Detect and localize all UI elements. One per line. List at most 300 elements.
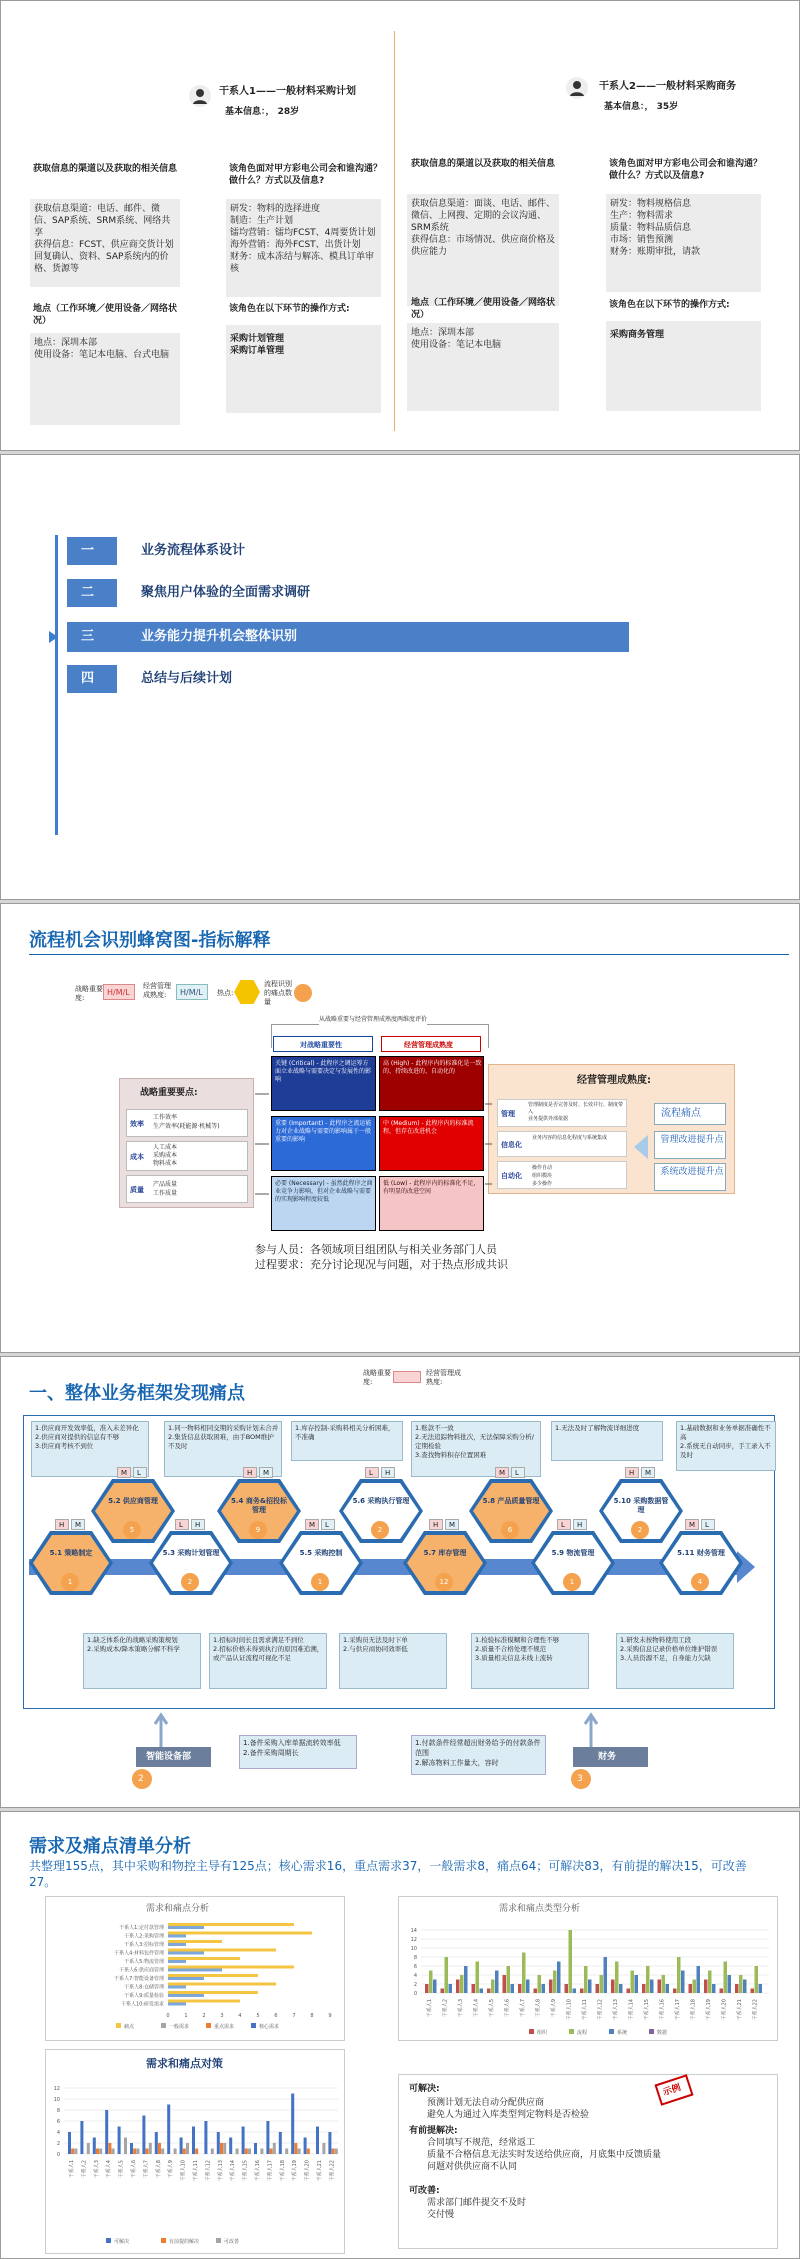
row-value: 业务内容的信息化程度与系统集成 bbox=[532, 1135, 608, 1141]
legend-box bbox=[103, 984, 135, 1000]
agenda-num: 四 bbox=[81, 671, 95, 686]
bar bbox=[270, 2149, 273, 2155]
painpoint-note bbox=[551, 1421, 663, 1461]
note-text: 1.库存控制-采购料相关分析困难，不准确 bbox=[295, 1424, 395, 1441]
maturity-panel bbox=[488, 1064, 735, 1194]
rating-badge bbox=[321, 1519, 335, 1530]
badge-text: L bbox=[137, 1469, 141, 1477]
rating-badge bbox=[701, 1519, 715, 1530]
x-tick-label: 干系人1 bbox=[69, 2160, 75, 2179]
process-label: 5.5 采购控制 bbox=[299, 1549, 343, 1557]
bar bbox=[697, 1966, 701, 1993]
panel-row bbox=[126, 1175, 248, 1203]
slide-title: 流程机会识别蜂窝图-指标解释 bbox=[29, 930, 271, 951]
bar bbox=[168, 1983, 276, 1986]
answer-text: 地点：深圳本部 使用设备：笔记本电脑、台式电脑 bbox=[34, 338, 170, 360]
process-label: 5.6 采购执行管理 bbox=[352, 1497, 410, 1505]
count-num: 1 bbox=[67, 1578, 73, 1586]
answer-text: 采购商务管理 bbox=[610, 330, 665, 340]
stakeholder-name: 干系人2——一般材料采购商务 bbox=[599, 81, 736, 92]
x-tick-label: 干系人21 bbox=[317, 2160, 323, 2182]
legend-label: 有前提的解决 bbox=[169, 2239, 200, 2245]
bar bbox=[704, 1980, 708, 1994]
legend-label: 重点需求 bbox=[214, 2024, 235, 2030]
bar bbox=[445, 1957, 449, 1993]
count-num: 3 bbox=[577, 1774, 583, 1784]
x-tick-label: 干系人6 bbox=[131, 2160, 137, 2179]
support-right-box bbox=[573, 1747, 648, 1767]
legend-swatch bbox=[529, 2029, 534, 2034]
rating-badge bbox=[71, 1519, 85, 1530]
rating-badge bbox=[55, 1519, 69, 1530]
bar bbox=[596, 1984, 600, 1993]
row-key: 管理 bbox=[501, 1110, 515, 1118]
count-dot bbox=[435, 1573, 453, 1591]
rating-badge bbox=[191, 1519, 205, 1530]
bar bbox=[80, 2121, 83, 2154]
row-label: 干系人4:材料包件管理 bbox=[114, 1950, 164, 1957]
question: 该角色在以下环节的操作方式: bbox=[229, 304, 350, 314]
row-value: 管理制度是否完善及时、长效并行、制度带入 业务提供外部依据 bbox=[528, 1102, 624, 1122]
rating-badge bbox=[365, 1467, 379, 1478]
critical-box bbox=[271, 1056, 376, 1111]
tick-label: 4 bbox=[238, 2013, 242, 2019]
count-num: 2 bbox=[138, 1774, 144, 1784]
bar bbox=[168, 2003, 186, 2006]
panel-title: 经营管理成熟度: bbox=[577, 1075, 651, 1086]
agenda-item[interactable]: 业务流程体系设计 bbox=[141, 543, 246, 558]
bar bbox=[542, 1984, 546, 1993]
count-num: 9 bbox=[255, 1526, 261, 1534]
note-key: 可解决: bbox=[409, 2084, 440, 2094]
x-tick-label: 干系人18 bbox=[279, 2160, 286, 2182]
person-icon bbox=[189, 85, 211, 107]
x-tick-label: 干系人16 bbox=[255, 2160, 261, 2182]
rating-badge bbox=[429, 1519, 443, 1530]
rating-badge bbox=[685, 1519, 699, 1530]
chart-c3 bbox=[46, 2076, 346, 2251]
bar bbox=[631, 1971, 635, 1994]
x-tick-label: 干系人6 bbox=[504, 1999, 511, 2018]
bar bbox=[689, 1984, 693, 1993]
label-text: 管理改进提升点 bbox=[660, 1135, 724, 1145]
slide-honeycomb-indicators bbox=[0, 903, 800, 1353]
legend-swatch bbox=[116, 2023, 121, 2028]
bar bbox=[673, 1989, 677, 1994]
bar bbox=[96, 2149, 99, 2155]
note-value: 预测计划无法自动分配供应商 避免人为通过入库类型判定物料是否检验 bbox=[427, 2098, 590, 2120]
x-tick-label: 干系人5 bbox=[489, 1999, 495, 2018]
x-tick-label: 干系人8 bbox=[155, 2160, 162, 2179]
bar bbox=[279, 2132, 282, 2154]
badge-text: L bbox=[561, 1521, 565, 1529]
support-note bbox=[411, 1735, 546, 1775]
tick-label: 10 bbox=[410, 1946, 417, 1952]
question: 获取信息的渠道以及获取的相关信息 bbox=[33, 164, 178, 174]
count-dot bbox=[631, 1521, 649, 1539]
legend-label: 战略重要度: bbox=[75, 985, 103, 1002]
painpoint-note bbox=[676, 1421, 776, 1471]
note-text: 1.招标时间长且需求满足不到位 2.招标价格未得到执行的原因难追溯，或产品认证流程可视化不足 bbox=[213, 1636, 324, 1662]
panel-row bbox=[497, 1131, 627, 1157]
col-label: 对战略重要性 bbox=[300, 1041, 342, 1049]
answer-box bbox=[30, 199, 180, 287]
painpoint-note bbox=[616, 1633, 734, 1689]
bar bbox=[242, 2127, 245, 2155]
badge-text: L bbox=[325, 1521, 329, 1529]
col-label: 经营管理成熟度 bbox=[404, 1041, 453, 1049]
note-text: 1.无法及时了解物流详细进度 bbox=[555, 1424, 640, 1432]
col-header bbox=[381, 1036, 481, 1052]
count-dot bbox=[691, 1573, 709, 1591]
chart-title: 需求和痛点分析 bbox=[146, 1904, 210, 1914]
stamp-text: 示例 bbox=[661, 2083, 683, 2099]
bar bbox=[755, 1966, 759, 1993]
tick-label: 4 bbox=[56, 2130, 60, 2136]
bar bbox=[708, 1971, 712, 1994]
bar bbox=[186, 2143, 189, 2154]
note-text: 1.备件采购入库单据流转效率低 2.备件采购周期长 bbox=[243, 1739, 341, 1757]
slide-agenda bbox=[0, 454, 800, 900]
panel-row bbox=[126, 1109, 248, 1137]
bar bbox=[93, 2138, 96, 2155]
bar bbox=[588, 1980, 592, 1994]
bar bbox=[87, 2143, 90, 2154]
bar bbox=[204, 2121, 207, 2154]
process-label: 5.9 物流管理 bbox=[551, 1549, 595, 1557]
bar bbox=[480, 1989, 484, 1994]
agenda-num: 三 bbox=[81, 629, 95, 644]
bar bbox=[245, 2149, 248, 2155]
bar bbox=[285, 2149, 288, 2155]
row-key: 质量 bbox=[130, 1186, 144, 1194]
bar bbox=[155, 2132, 158, 2154]
bar bbox=[105, 2110, 108, 2154]
bar bbox=[627, 1989, 631, 1994]
bar bbox=[666, 1984, 670, 1993]
badge-text: L bbox=[179, 1521, 183, 1529]
answer-box bbox=[226, 325, 381, 413]
bar bbox=[158, 2143, 161, 2154]
legend-swatch bbox=[649, 2029, 654, 2034]
bar bbox=[236, 2149, 239, 2155]
x-tick-label: 干系人9 bbox=[551, 1999, 557, 2018]
x-tick-label: 干系人18 bbox=[690, 1999, 697, 2021]
note-text: 1.基础数据和业务单据准确性不高 2.系统无自动同步，手工录入不及时 bbox=[680, 1424, 771, 1459]
row-label: 干系人3:招标管理 bbox=[124, 1942, 164, 1948]
legend-label: 系统 bbox=[617, 2030, 628, 2036]
tick-label: 4 bbox=[413, 1973, 417, 1979]
bar bbox=[433, 1980, 437, 1994]
process-band bbox=[29, 1559, 737, 1575]
legend-value: H/M/L bbox=[180, 988, 203, 997]
center-caption: 从战略重要与经营管理成熟度两维度评价 bbox=[319, 1014, 427, 1026]
x-tick-label: 干系人9 bbox=[168, 2160, 175, 2179]
badge-text: H bbox=[247, 1469, 253, 1477]
x-tick-label: 干系人22 bbox=[329, 2160, 336, 2182]
bar bbox=[124, 2138, 127, 2155]
agenda-item[interactable]: 聚焦用户体验的全面需求调研 bbox=[141, 585, 311, 600]
bar bbox=[168, 1943, 186, 1946]
bar bbox=[503, 1975, 507, 1993]
bar bbox=[168, 1949, 276, 1952]
answer-text: 采购计划管理 采购订单管理 bbox=[230, 334, 285, 356]
rating-badge bbox=[381, 1467, 395, 1478]
legend-swatch bbox=[569, 2029, 574, 2034]
bar bbox=[600, 1975, 604, 1993]
x-tick-label: 干系人15 bbox=[644, 1999, 650, 2021]
person-icon bbox=[566, 77, 588, 99]
bar bbox=[642, 1984, 646, 1993]
low-box bbox=[379, 1176, 484, 1231]
badge-text: L bbox=[515, 1469, 519, 1477]
note-text: 1.供应商开发效率低，准入未差异化 2.供应商对提供的信息有不够 3.供应商考核不到位 bbox=[35, 1424, 139, 1450]
legend-label: 热点: bbox=[217, 989, 234, 997]
process-label: 5.10 采购数据管理 bbox=[613, 1497, 669, 1514]
x-tick-label: 干系人4 bbox=[106, 2160, 113, 2179]
legend-swatch bbox=[609, 2029, 614, 2034]
label-text: 系统改进提升点 bbox=[660, 1167, 724, 1177]
legend-swatch bbox=[251, 2023, 256, 2028]
x-tick-label: 干系人4 bbox=[473, 1999, 480, 2018]
box-text: 重要 (Important) - 此程序之流运能力对企业战略与需要的影响属于一般重要的影响 bbox=[275, 1120, 372, 1143]
slide-stakeholder-profiles bbox=[0, 0, 800, 451]
badge-text: M bbox=[263, 1469, 270, 1477]
bar bbox=[511, 1984, 515, 1993]
bar bbox=[557, 1962, 561, 1994]
x-tick-label: 干系人1 bbox=[427, 1999, 433, 2018]
bar bbox=[604, 1957, 608, 1993]
process-label: 5.4 商务&招投标管理 bbox=[231, 1497, 287, 1514]
panel-row bbox=[126, 1141, 248, 1171]
note-key: 可改善: bbox=[409, 2186, 440, 2196]
chart-box bbox=[398, 1896, 778, 2041]
x-tick-label: 干系人11 bbox=[193, 2160, 199, 2182]
painpoint-note bbox=[339, 1633, 447, 1689]
bar bbox=[298, 2149, 301, 2155]
bar bbox=[223, 2143, 226, 2154]
bar bbox=[693, 1980, 697, 1994]
stakeholder-info: 基本信息：， 35岁 bbox=[604, 102, 679, 112]
bar bbox=[646, 1966, 650, 1993]
panel-row bbox=[497, 1099, 627, 1127]
legend-swatch bbox=[206, 2023, 211, 2028]
rating-badge bbox=[445, 1519, 459, 1530]
rating-badge bbox=[641, 1467, 655, 1478]
legend-label: 一般需求 bbox=[169, 2024, 190, 2030]
tick-label: 8 bbox=[310, 2013, 314, 2019]
bar bbox=[291, 2094, 294, 2155]
legend-label: 经营管理成熟度: bbox=[426, 1369, 461, 1386]
badge-text: H bbox=[629, 1469, 635, 1477]
bar bbox=[180, 2138, 183, 2155]
chart-c2 bbox=[399, 1915, 779, 2040]
bar bbox=[168, 1940, 222, 1943]
bar bbox=[71, 2149, 74, 2155]
bar bbox=[211, 2149, 214, 2155]
bar bbox=[167, 2105, 170, 2155]
tick-label: 10 bbox=[53, 2097, 60, 2103]
support-label: 财务 bbox=[598, 1752, 617, 1762]
legend-label: 可改善 bbox=[224, 2239, 240, 2245]
badge-text: H bbox=[385, 1469, 391, 1477]
left-arrows bbox=[253, 1084, 273, 1204]
x-tick-label: 干系人14 bbox=[628, 1999, 635, 2021]
bar bbox=[677, 1957, 681, 1993]
bar bbox=[229, 2138, 232, 2155]
count-dot bbox=[311, 1573, 329, 1591]
process-label: 5.7 库存管理 bbox=[423, 1549, 467, 1557]
bar bbox=[328, 2132, 331, 2154]
arrow-icon bbox=[49, 631, 58, 643]
badge-text: L bbox=[705, 1521, 709, 1529]
x-tick-label: 干系人13 bbox=[613, 1999, 619, 2021]
bar bbox=[304, 2138, 307, 2155]
agenda-num: 一 bbox=[81, 543, 95, 558]
legend-label: 流程识别的痛点数量 bbox=[264, 980, 292, 1006]
label-box bbox=[654, 1103, 726, 1125]
answer-text: 研发：物料规格信息 生产：物料需求 质量：物料品质信息 市场：销售预测 财务：账期审批，请款 bbox=[610, 199, 701, 257]
summary-text: 共整理155点，其中采购和物控主导有125点；核心需求16，重点需求37，一般需求8，痛点64；可解决83，有前提的解决15，可改善27。 bbox=[29, 1859, 747, 1889]
bar bbox=[491, 1980, 495, 1994]
bar bbox=[759, 1984, 763, 1993]
x-tick-label: 干系人11 bbox=[582, 1999, 588, 2021]
legend-swatch bbox=[161, 2238, 166, 2243]
question: 地点（工作环境／使用设备／网络状况） bbox=[33, 304, 178, 326]
badge-text: M bbox=[309, 1521, 316, 1529]
bar bbox=[168, 1923, 294, 1926]
legend-label: 可解决 bbox=[114, 2239, 130, 2245]
bar bbox=[518, 1984, 522, 1993]
bar bbox=[658, 1980, 662, 1994]
badge-text: H bbox=[433, 1521, 439, 1529]
tick-label: 8 bbox=[413, 1955, 417, 1961]
x-tick-label: 干系人20 bbox=[304, 2160, 311, 2182]
bar bbox=[507, 1966, 511, 1993]
bottom-note: 参与人员：各领域项目组团队与相关业务部门人员 过程要求：充分讨论现况与问题，对于热点形成共识 bbox=[255, 1243, 508, 1271]
answer-box bbox=[30, 333, 180, 425]
bar bbox=[441, 1989, 445, 1994]
badge-text: M bbox=[645, 1469, 652, 1477]
question: 地点（工作环境／使用设备／网络状况） bbox=[411, 298, 556, 320]
chart-box bbox=[45, 1896, 345, 2041]
bar bbox=[464, 1966, 468, 1993]
panel-title: 战略重要要点: bbox=[140, 1088, 198, 1098]
bar bbox=[254, 2143, 257, 2154]
bar bbox=[220, 2143, 223, 2154]
painpoint-note bbox=[291, 1421, 403, 1461]
tick-label: 6 bbox=[274, 2013, 278, 2019]
x-tick-label: 干系人10 bbox=[566, 1999, 573, 2021]
x-tick-label: 干系人21 bbox=[737, 1999, 743, 2021]
row-label: 干系人8:仓储管理 bbox=[124, 1984, 164, 1991]
tick-label: 3 bbox=[220, 2013, 224, 2019]
strategy-panel bbox=[119, 1078, 254, 1208]
legend-box bbox=[393, 1371, 421, 1383]
tick-label: 12 bbox=[53, 2086, 60, 2092]
x-tick-label: 干系人12 bbox=[597, 1999, 604, 2021]
row-key: 成本 bbox=[130, 1153, 144, 1161]
painpoint-note bbox=[209, 1633, 327, 1689]
bar bbox=[168, 1957, 240, 1960]
bar bbox=[487, 1989, 491, 1994]
count-num: 4 bbox=[697, 1578, 703, 1586]
box-text: 关键 (Critical) - 此程序之调运筹方面立业战略与需要决定与发展性的影响 bbox=[275, 1060, 372, 1083]
bar bbox=[681, 1971, 685, 1994]
bar bbox=[534, 1989, 538, 1994]
bar bbox=[294, 2143, 297, 2154]
left-arrow-icon bbox=[634, 1135, 648, 1159]
bar bbox=[168, 1991, 258, 1994]
high-box bbox=[379, 1056, 484, 1111]
tick-label: 2 bbox=[202, 2013, 206, 2019]
x-tick-label: 干系人17 bbox=[267, 2160, 274, 2182]
bar bbox=[68, 2132, 71, 2154]
bar bbox=[565, 1984, 569, 1993]
question: 获取信息的渠道以及获取的相关信息 bbox=[411, 159, 556, 169]
x-tick-label: 干系人22 bbox=[752, 1999, 759, 2021]
x-tick-label: 干系人10 bbox=[180, 2160, 187, 2182]
medium-box bbox=[379, 1116, 484, 1171]
answer-box bbox=[407, 194, 559, 306]
tick-label: 8 bbox=[56, 2108, 60, 2114]
answer-text: 研发：物料的选择进度 制造：生产计划 镭均营销：镭均FCST、4周要货计划 海外营销：海外FCST、出货计划 财务：成本冻结与解冻、模具订单审核 bbox=[230, 204, 376, 274]
agenda-item[interactable]: 总结与后续计划 bbox=[141, 671, 233, 686]
bar bbox=[136, 2149, 139, 2155]
painpoint-note bbox=[31, 1421, 149, 1477]
note-text: 1.采购员无法及时下单 2.与供应商协同效率低 bbox=[343, 1636, 408, 1653]
x-tick-label: 干系人13 bbox=[217, 2160, 224, 2182]
tick-label: 5 bbox=[256, 2013, 260, 2019]
rating-badge bbox=[243, 1467, 257, 1478]
note-text: 1.付款条件经常超出财务给予的付款条件范围 2.解冻物料工作量大，容时 bbox=[415, 1739, 541, 1767]
note-key: 有前提解决: bbox=[409, 2126, 458, 2136]
box-text: 高 (High) - 此程序内的标准化是一致的、持续改进的、自动化的 bbox=[383, 1060, 482, 1075]
bar bbox=[739, 1975, 743, 1993]
note-text: 1.检验标准模糊和合理性不够 2.质量不合格处理不规范 3.质量相关信息未线上流转 bbox=[475, 1636, 560, 1662]
bar bbox=[168, 1952, 204, 1955]
box-text: 低 (Low) - 此程序内的标准化不足，有明显的改进空间 bbox=[383, 1180, 480, 1195]
bar bbox=[549, 1980, 553, 1994]
bar bbox=[553, 1971, 557, 1994]
bar bbox=[449, 1984, 453, 1993]
count-num: 12 bbox=[439, 1578, 449, 1586]
title-rule bbox=[29, 954, 789, 955]
bar bbox=[217, 2132, 220, 2154]
agenda-item-active[interactable]: 业务能力提升机会整体识别 bbox=[141, 629, 298, 644]
x-tick-label: 干系人17 bbox=[675, 1999, 681, 2021]
tick-label: 0 bbox=[413, 1991, 417, 1997]
bar bbox=[573, 1989, 577, 1994]
bar bbox=[472, 1984, 476, 1993]
x-tick-label: 干系人7 bbox=[520, 1999, 526, 2018]
tick-label: 0 bbox=[56, 2152, 60, 2158]
bar bbox=[168, 1926, 204, 1929]
bar bbox=[74, 2149, 77, 2155]
bar bbox=[183, 2149, 186, 2155]
bar bbox=[168, 1986, 186, 1989]
count-dot bbox=[294, 984, 312, 1002]
row-value: 操作自动 组织模块 多少操作 bbox=[532, 1165, 553, 1187]
bar bbox=[168, 1960, 186, 1963]
x-tick-label: 干系人19 bbox=[706, 1999, 712, 2021]
count-dot bbox=[181, 1573, 199, 1591]
legend-value: H/M/L bbox=[107, 988, 130, 997]
row-key: 信息化 bbox=[501, 1141, 522, 1149]
bar bbox=[316, 2127, 319, 2155]
count-dot bbox=[61, 1573, 79, 1591]
box-text: 必要 (Necessary) - 虽然此程序之商业竞争力影响，但对企业战略与需要的实现影响程度较低 bbox=[275, 1180, 373, 1203]
